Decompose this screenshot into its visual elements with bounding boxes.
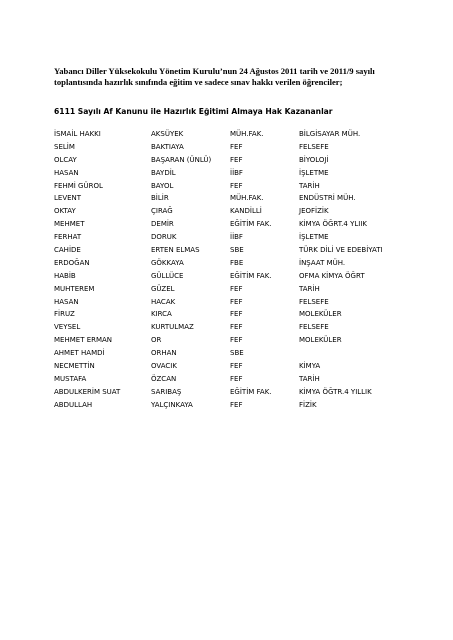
section-title: 6111 Sayılı Af Kanunu ile Hazırlık Eğitimi Almaya Hak Kazananlar	[54, 107, 333, 116]
first-name: ERDOĞAN	[54, 258, 90, 267]
list-row	[54, 283, 414, 296]
first-name: FERHAT	[54, 233, 82, 242]
department: İŞLETME	[299, 168, 329, 177]
list-row	[54, 347, 414, 360]
last-name: BAKTIAYA	[151, 142, 184, 151]
first-name: HABİB	[54, 271, 76, 280]
last-name: OVACIK	[151, 362, 177, 371]
department: ENDÜSTRİ MÜH.	[299, 194, 356, 203]
first-name: OKTAY	[54, 207, 76, 216]
list-row	[54, 321, 414, 334]
faculty: FEF	[230, 323, 243, 332]
list-row	[54, 334, 414, 347]
last-name: SARIBAŞ	[151, 387, 182, 396]
last-name: GÜLLÜCE	[151, 271, 184, 280]
last-name: KURTULMAZ	[151, 323, 194, 332]
faculty: FEF	[230, 400, 243, 409]
faculty: EĞİTİM FAK.	[230, 271, 272, 280]
first-name: SELİM	[54, 142, 75, 151]
first-name: İSMAİL HAKKI	[54, 130, 101, 138]
faculty: FEF	[230, 297, 243, 306]
list-row	[54, 128, 414, 141]
faculty: FEF	[230, 362, 243, 371]
department: MOLEKÜLER	[299, 310, 342, 319]
list-row	[54, 231, 414, 244]
department: TARİH	[299, 284, 320, 293]
faculty: SBE	[230, 349, 244, 358]
student-list	[54, 128, 414, 412]
faculty: EĞİTİM FAK.	[230, 220, 272, 229]
list-row	[54, 141, 414, 154]
faculty: FEF	[230, 284, 243, 293]
first-name: CAHİDE	[54, 246, 81, 255]
intro-line: toplantısında hazırlık sınıfında eğitim ve sadece sınav hakkı verilen öğrenciler;	[54, 77, 343, 87]
faculty: FEF	[230, 310, 243, 319]
list-row	[54, 205, 414, 218]
last-name: DEMİR	[151, 220, 174, 229]
last-name: BAYOL	[151, 181, 174, 190]
list-row	[54, 180, 414, 193]
first-name: FEHMİ GÜROL	[54, 181, 103, 190]
list-row	[54, 218, 414, 231]
faculty: İİBF	[230, 168, 243, 177]
list-row	[54, 154, 414, 167]
department: İŞLETME	[299, 233, 329, 242]
last-name: ORHAN	[151, 349, 177, 358]
last-name: BAŞARAN (ÜNLÜ)	[151, 155, 212, 164]
last-name: ERTEN ELMAS	[151, 246, 200, 255]
last-name: HACAK	[151, 297, 176, 306]
department: BİLGİSAYAR MÜH.	[299, 130, 361, 138]
list-row	[54, 167, 414, 180]
first-name: VEYSEL	[54, 323, 81, 332]
first-name: FİRUZ	[54, 310, 75, 319]
faculty: FEF	[230, 336, 243, 345]
faculty: EĞİTİM FAK.	[230, 387, 272, 396]
first-name: MEHMET ERMAN	[54, 336, 113, 345]
faculty: MÜH.FAK.	[230, 194, 264, 203]
intro-paragraph	[54, 66, 414, 88]
list-row	[54, 192, 414, 205]
department: FELSEFE	[299, 142, 329, 151]
department: TARİH	[299, 181, 320, 190]
department: JEOFİZİK	[299, 207, 329, 216]
department: FELSEFE	[299, 323, 329, 332]
last-name: AKSÜYEK	[151, 130, 184, 138]
last-name: GÖKKAYA	[151, 258, 184, 267]
last-name: ÖZCAN	[151, 374, 177, 383]
list-row	[54, 244, 414, 257]
department: BİYOLOJİ	[299, 155, 329, 164]
last-name: YALÇINKAYA	[151, 400, 193, 409]
last-name: BAYDİL	[151, 168, 176, 177]
first-name: MEHMET	[54, 220, 85, 229]
last-name: ÇIRAĞ	[151, 207, 173, 216]
last-name: KIRCA	[151, 310, 172, 319]
first-name: NECMETTİN	[54, 362, 95, 371]
department: İNŞAAT MÜH.	[299, 258, 346, 267]
faculty: MÜH.FAK.	[230, 130, 264, 138]
faculty: FEF	[230, 181, 243, 190]
list-row	[54, 360, 414, 373]
faculty: İİBF	[230, 233, 243, 242]
intro-line: Yabancı Diller Yüksekokulu Yönetim Kurulu’nun 24 Ağustos 2011 tarih ve 2011/9 sayılı	[54, 66, 375, 76]
list-row	[54, 257, 414, 270]
department: MOLEKÜLER	[299, 336, 342, 345]
first-name: MUSTAFA	[54, 374, 87, 383]
list-row	[54, 386, 414, 399]
first-name: ABDULKERİM SUAT	[54, 387, 121, 396]
first-name: HASAN	[54, 168, 79, 177]
department: OFMA KİMYA ÖĞRT	[299, 271, 365, 280]
first-name: LEVENT	[54, 194, 82, 203]
list-row	[54, 399, 414, 412]
department: FELSEFE	[299, 297, 329, 306]
faculty: FEF	[230, 155, 243, 164]
first-name: AHMET HAMDİ	[54, 349, 105, 358]
first-name: OLCAY	[54, 155, 77, 164]
department: TARİH	[299, 374, 320, 383]
faculty: KANDİLLİ	[230, 207, 262, 216]
last-name: BİLİR	[151, 194, 169, 203]
last-name: DORUK	[151, 233, 177, 242]
list-row	[54, 373, 414, 386]
faculty: FEF	[230, 374, 243, 383]
list-row	[54, 296, 414, 309]
faculty: SBE	[230, 246, 244, 255]
department: FİZİK	[299, 400, 317, 409]
last-name: GÜZEL	[151, 284, 175, 293]
department: TÜRK DİLİ VE EDEBİYATI	[299, 246, 383, 255]
first-name: HASAN	[54, 297, 79, 306]
department: KİMYA ÖĞTR.4 YILLIK	[299, 387, 372, 396]
department: KİMYA ÖĞRT.4 YLIIK	[299, 220, 367, 229]
first-name: ABDULLAH	[54, 400, 93, 409]
last-name: OR	[151, 336, 162, 345]
faculty: FBE	[230, 258, 244, 267]
first-name: MUHTEREM	[54, 284, 95, 293]
department: KİMYA	[299, 362, 321, 371]
faculty: FEF	[230, 142, 243, 151]
list-row	[54, 270, 414, 283]
list-row	[54, 308, 414, 321]
